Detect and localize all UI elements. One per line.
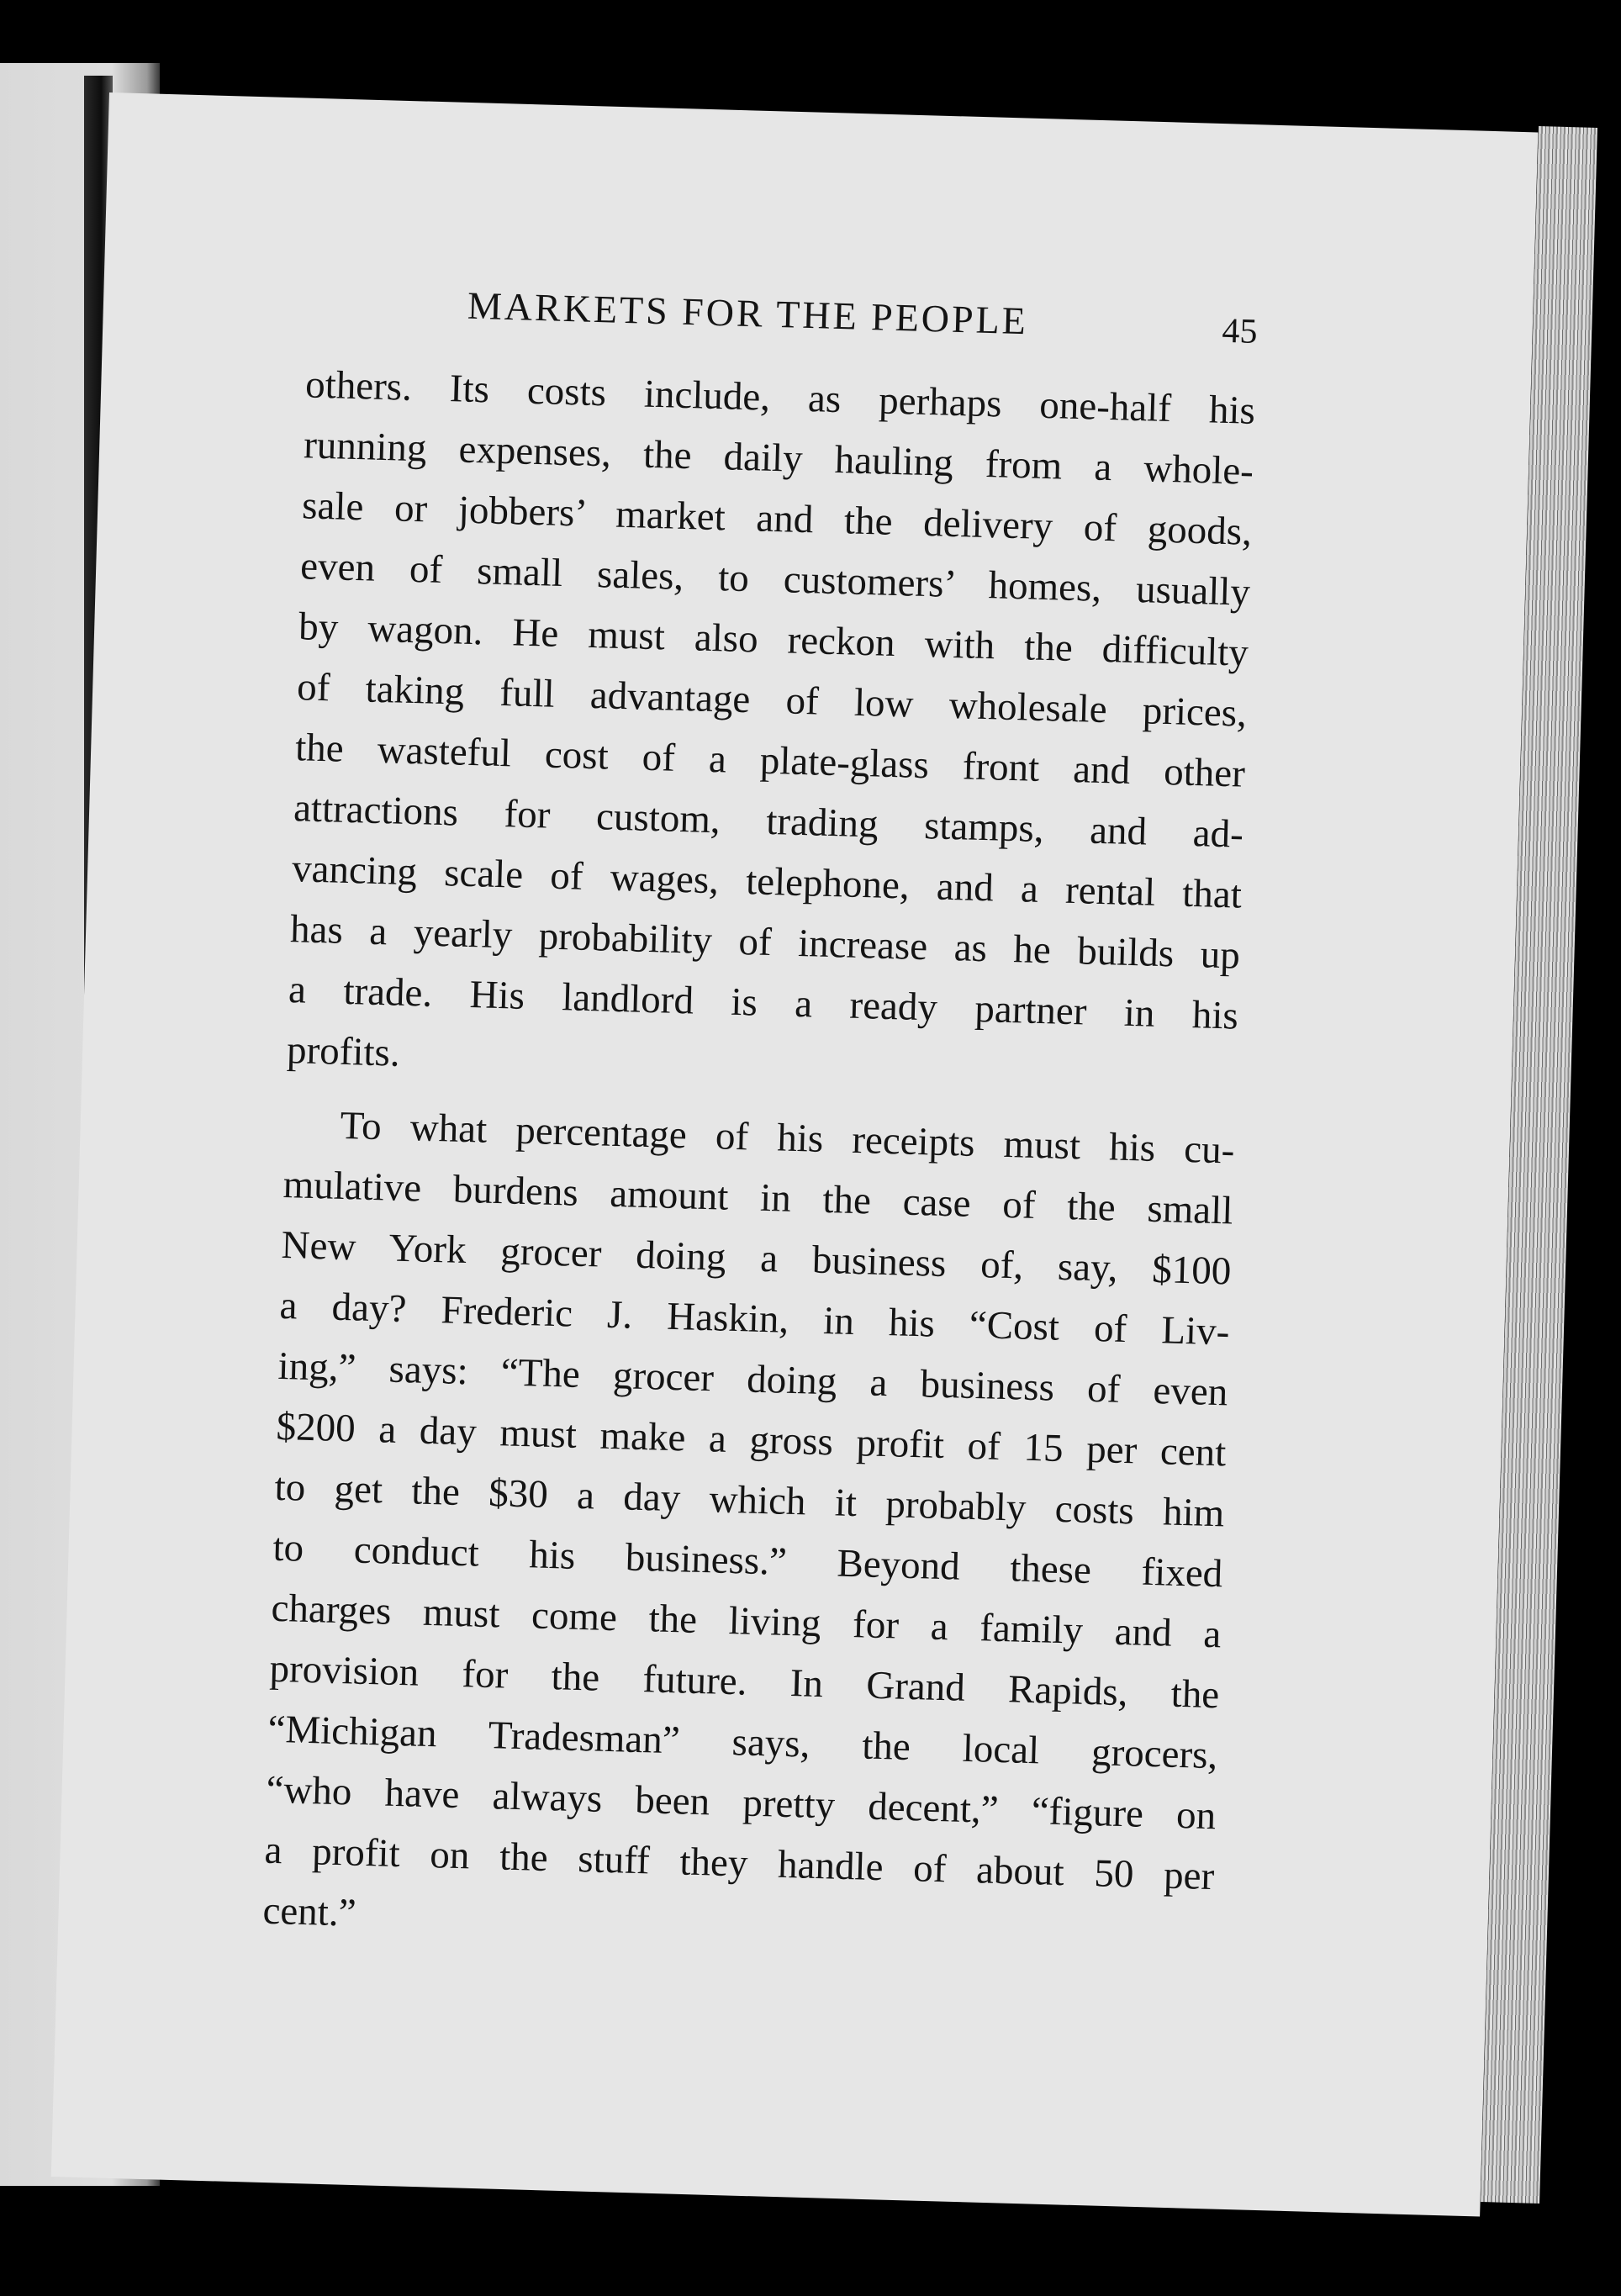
text-line: charges must come the living for a family and a (270, 1586, 1222, 1657)
text-line: a profit on the stuff they handle of about 50 per (263, 1828, 1215, 1899)
text-line: sale or jobbers’ market and the delivery of goods, (301, 483, 1253, 554)
text-line: running expenses, the daily hauling from a whole- (303, 423, 1254, 494)
text-line: “Michigan Tradesman” says, the local grocers, (267, 1707, 1218, 1778)
text-line: to get the $30 a day which it probably costs him (273, 1465, 1225, 1536)
text-line: the wasteful cost of a plate-glass front and other (294, 726, 1246, 796)
text-line: even of small sales, to customers’ homes, usually (299, 544, 1251, 615)
paragraph-2 (262, 1094, 1236, 1967)
text-line: a day? Frederic J. Haskin, in his “Cost of Liv- (278, 1283, 1231, 1354)
text-line: vancing scale of wages, telephone, and a rental that (291, 847, 1243, 917)
text-line: $200 a day must make a gross profit of 15 per cent (275, 1404, 1227, 1475)
text-line: by wagon. He must also reckon with the difficulty (298, 604, 1249, 675)
text-line: mulative burdens amount in the case of the small (282, 1162, 1234, 1233)
text-line: has a yearly probability of increase as he builds up (289, 907, 1241, 978)
body-text (262, 354, 1256, 1967)
text-line: a trade. His landlord is a ready partner in his (288, 968, 1239, 1038)
text-line: profits. (286, 1028, 401, 1075)
page-number: 45 (1221, 311, 1259, 351)
text-line: provision for the future. In Grand Rapids, the (268, 1646, 1220, 1718)
text-line: attractions for custom, trading stamps, and ad- (293, 786, 1244, 857)
text-line: of taking full advantage of low wholesale prices, (296, 665, 1248, 736)
text-line: ing,” says: “The grocer doing a business of even (277, 1343, 1228, 1415)
text-line: others. Its costs include, as perhaps one-half his (304, 362, 1256, 433)
text-line: To what percentage of his receipts must his cu- (339, 1103, 1236, 1173)
text-line: New York grocer doing a business of, say, $100 (281, 1222, 1233, 1294)
paragraph-1 (286, 354, 1256, 1106)
text-line: to conduct his business.” Beyond these fixed (272, 1525, 1223, 1597)
text-line: cent.” (261, 1888, 357, 1935)
running-title: MARKETS FOR THE PEOPLE (467, 283, 1029, 343)
text-line: “who have always been pretty decent,” “figure on (265, 1767, 1217, 1839)
